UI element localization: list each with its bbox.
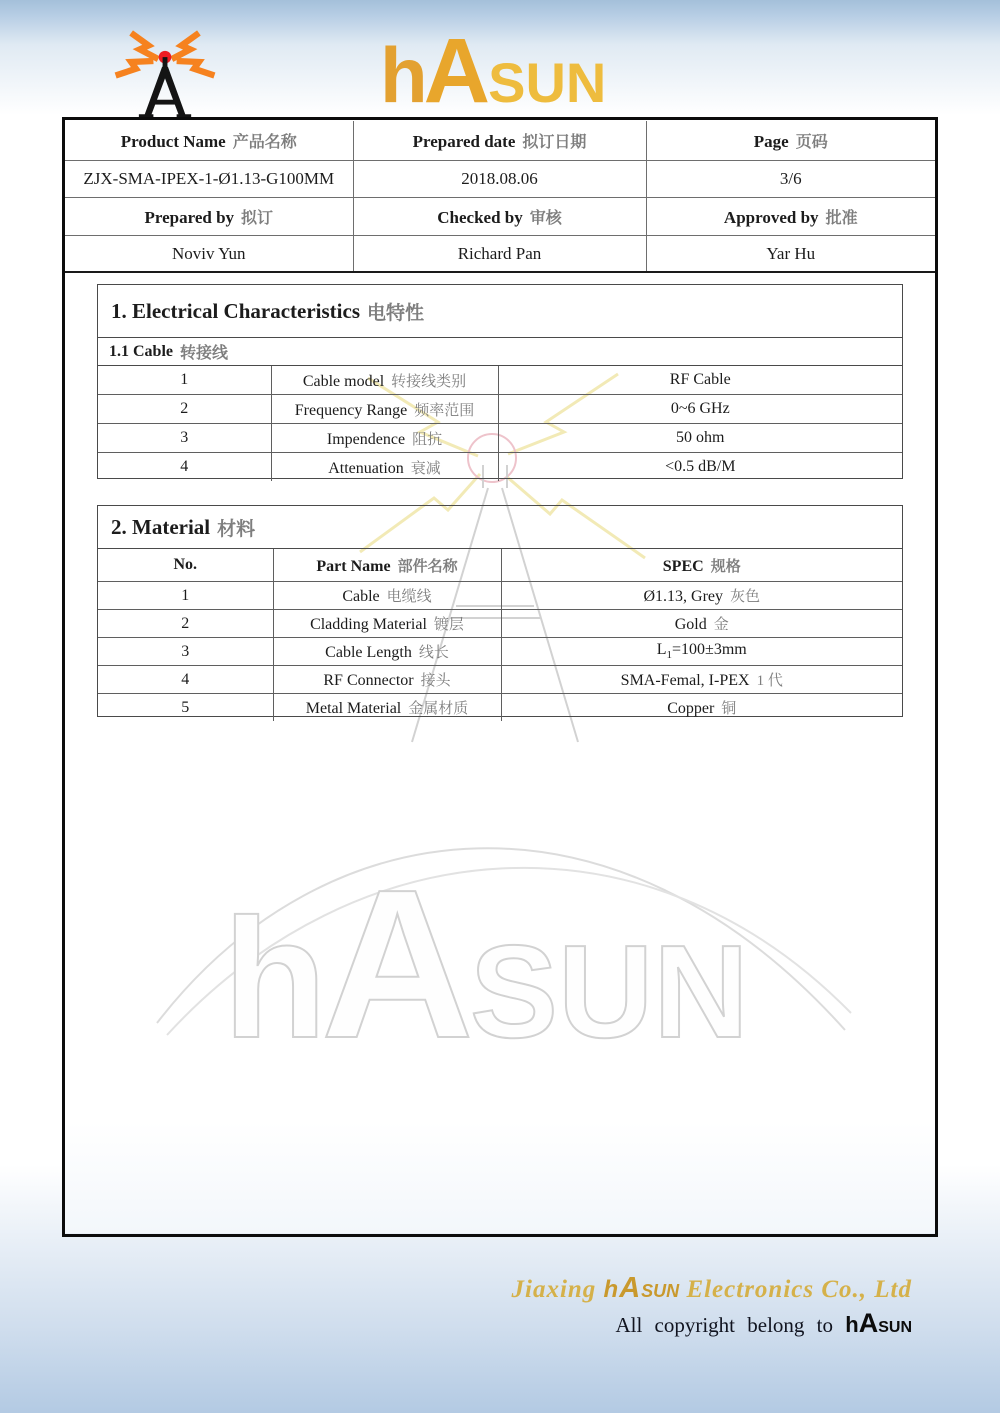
row-name-en: Cable Length [325,644,412,661]
cable-length-symbol: L [656,641,667,659]
prepared-date-value: 2018.08.06 [353,161,646,198]
row-name-en: Cladding Material [310,616,427,633]
col-header-no: No. [98,549,273,582]
section2-title-zh: 材料 [217,518,256,540]
row-name-en: Impendence [326,430,406,448]
row-value: 50 ohm [498,424,902,453]
row-name-zh: 阻抗 [412,431,443,448]
col-header-part-name-en: Part Name [316,557,391,575]
row-name-zh: 转接线类别 [391,373,467,390]
col-header-spec-zh: 规格 [710,558,741,575]
row-number: 2 [98,395,271,424]
checked-by-label: Checked by [437,208,523,227]
row-name-zh: 衰减 [410,460,441,477]
row-value-en: SMA-Femal, I-PEX [620,672,750,689]
page-frame [62,117,938,1237]
copyright-line [512,1308,913,1339]
row-name-en: Attenuation [328,459,404,477]
col-header-part-name-zh: 部件名称 [397,558,458,575]
row-name-zh: 频率范围 [414,402,475,419]
row-value-zh: 1 代 [756,673,783,689]
row-number: 1 [98,582,273,610]
approved-by-label: Approved by [723,208,819,227]
page-number-value: 3/6 [646,161,935,198]
company-name-prefix: Jiaxing [511,1276,604,1303]
row-name-en: RF Connector [323,672,414,689]
prepared-by-label: Prepared by [144,208,235,227]
row-number: 4 [98,453,271,482]
row-name-zh: 电缆线 [386,589,432,605]
brand-letter-h: h [380,31,428,110]
prepared-date-label-zh: 拟订日期 [522,134,587,151]
row-name-en: Cable model [302,372,385,390]
row-name-zh: 线长 [418,645,449,661]
row-value-zh: 灰色 [730,589,761,605]
copyright-brand-sun: SUN [878,1319,912,1336]
row-name-en: Metal Material [305,700,402,717]
row-value: <0.5 dB/M [498,453,902,482]
antenna-icon [108,30,223,122]
row-number: 3 [98,424,271,453]
row-value-zh: 铜 [721,701,737,717]
section1-title-en: 1. Electrical Characteristics [111,298,360,323]
copyright-text: All copyright belong to [615,1313,846,1337]
copyright-brand-h: h [845,1312,859,1337]
row-number: 3 [98,638,273,666]
row-value-en: Gold [674,616,707,633]
checker-name: Richard Pan [353,236,646,273]
row-name-en: Cable [342,588,380,605]
row-number: 4 [98,666,273,694]
watermark-letter-h: h [223,884,327,1065]
section1-title-zh: 电特性 [367,302,425,324]
footer-brand-a: A [619,1272,642,1304]
row-value: RF Cable [498,366,902,395]
prepared-date-label: Prepared date [412,132,516,151]
cable-length-subscript: 1 [666,649,673,662]
prepared-by-label-zh: 拟订 [241,210,274,227]
page-label-zh: 页码 [795,134,828,151]
approved-by-label-zh: 批准 [825,210,858,227]
checked-by-label-zh: 审核 [529,210,562,227]
cable-length-value: =100±3mm [672,641,747,659]
brand-letter-a: A [423,20,491,110]
product-name-value: ZJX-SMA-IPEX-1-Ø1.13-G100MM [65,161,353,198]
brand-logo [378,18,623,110]
footer-brand-h: h [603,1276,620,1303]
row-name-zh: 镀层 [433,617,464,633]
col-header-spec-en: SPEC [662,557,704,575]
page-label: Page [753,132,789,151]
row-name-zh: 接头 [420,673,451,689]
row-name-zh: 金属材质 [408,701,469,717]
footer-brand-sun: SUN [641,1281,680,1301]
preparer-name: Noviv Yun [65,236,353,273]
watermark-letters-sun: SUN [469,918,749,1065]
section1-subtitle-en: 1.1 Cable [109,342,173,360]
brand-logo-text [380,20,606,110]
antenna-tower-icon [144,67,187,117]
row-value-en: Copper [667,700,715,717]
product-name-label-zh: 产品名称 [232,134,297,151]
row-number: 1 [98,366,271,395]
copyright-brand-a: A [858,1308,879,1338]
approver-name: Yar Hu [646,236,935,273]
brand-letters-sun: SUN [488,51,607,110]
product-name-label: Product Name [120,132,226,151]
section1-subtitle-zh: 转接线 [180,345,229,362]
row-value: 0~6 GHz [498,395,902,424]
watermark-letter-a: A [320,845,474,1065]
row-value-zh: 金 [713,617,729,633]
section2-title-en: 2. Material [111,514,211,539]
company-name-suffix: Electronics Co., Ltd [679,1276,912,1303]
company-name-line [512,1272,913,1305]
row-number: 5 [98,694,273,722]
row-value-en: Ø1.13, Grey [643,588,724,605]
row-number: 2 [98,610,273,638]
row-name-en: Frequency Range [294,401,408,419]
footer [512,1272,913,1339]
